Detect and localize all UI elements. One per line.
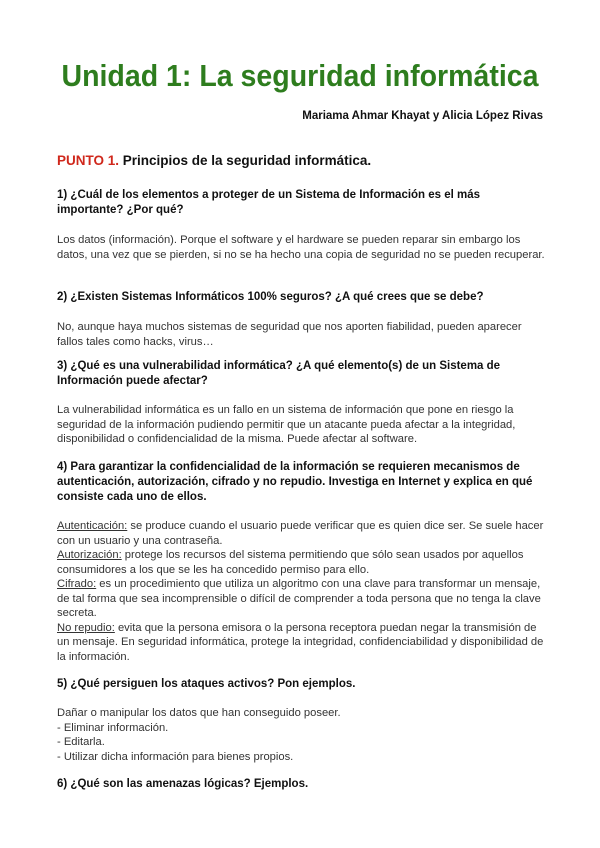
answer-1: Los datos (información). Porque el software y el hardware se pueden reparar sin embargo los datos, una vez que se pierden, si no se ha hecho una copia de seguridad no se pueden recuperar. <box>57 234 545 261</box>
question-block-6 <box>57 777 545 792</box>
document-title: Unidad 1: La seguridad informática <box>61 58 539 93</box>
definition-autorizacion <box>57 548 545 577</box>
question-2: 2) ¿Existen Sistemas Informáticos 100% seguros? ¿A qué crees que se debe? <box>57 291 484 303</box>
question-block-1 <box>57 188 545 262</box>
definition-text: se produce cuando el usuario puede verificar que es quien dice ser. Se suele hacer con un usuario y una contraseña. <box>57 520 544 547</box>
question-5: 5) ¿Qué persiguen los ataques activos? Pon ejemplos. <box>57 678 356 690</box>
answer-line: - Utilizar dicha información para bienes propios. <box>57 750 294 763</box>
answer-3: La vulnerabilidad informática es un fallo en un sistema de información que pone en riesgo la seguridad de la información pudiendo permitir que un atacante pueda afectar a la integridad, disponibilidad o confidencialidad de la misma. Puede afectar al software. <box>57 404 516 445</box>
authors-line: Mariama Ahmar Khayat y Alicia López Rivas <box>302 110 543 122</box>
answer-5 <box>57 706 545 764</box>
question-block-3 <box>57 359 545 447</box>
definition-text: es un procedimiento que utiliza un algoritmo con una clave para transformar un mensaje, de tal forma que sea incomprensible o difícil de comprender a toda persona que no tenga la clave secreta. <box>57 578 541 619</box>
answer-line: - Eliminar información. <box>57 721 169 734</box>
question-6: 6) ¿Qué son las amenazas lógicas? Ejemplos. <box>57 778 309 790</box>
term-no-repudio: No repudio: <box>57 621 115 634</box>
term-cifrado: Cifrado: <box>57 578 97 590</box>
section-heading <box>57 153 371 168</box>
term-autorizacion: Autorización: <box>57 549 122 561</box>
definition-cifrado <box>57 577 545 621</box>
definition-text: evita que la persona emisora o la persona receptora puedan negar la transmisión de un mensaje. En seguridad informática, protege la integridad, confidenciabilidad y disponibilidad de la información. <box>57 621 544 663</box>
question-block-4 <box>57 460 545 664</box>
answer-line: - Editarla. <box>57 736 105 748</box>
answer-4 <box>57 519 545 664</box>
definition-no-repudio <box>57 621 545 665</box>
answer-2: No, aunque haya muchos sistemas de seguridad que nos aporten fiabilidad, pueden aparecer fallos tales como hacks, virus… <box>57 321 522 348</box>
section-title: Principios de la seguridad informática. <box>122 153 372 168</box>
term-autenticacion: Autenticación: <box>57 520 128 532</box>
question-3: 3) ¿Qué es una vulnerabilidad informática? ¿A qué elemento(s) de un Sistema de Información puede afectar? <box>57 360 501 387</box>
question-1: 1) ¿Cuál de los elementos a proteger de un Sistema de Información es el más importante? ¿Por qué? <box>57 189 481 216</box>
section-label: PUNTO 1. <box>57 153 120 168</box>
definition-text: protege los recursos del sistema permitiendo que sólo sean usados por aquellos consumidores a los que se les ha concedido permiso para ello. <box>57 549 524 576</box>
answer-line: Dañar o manipular los datos que han conseguido poseer. <box>57 707 341 719</box>
question-block-2 <box>57 290 545 349</box>
question-4: 4) Para garantizar la confidencialidad de la información se requieren mecanismos de autenticación, autorización, cifrado y no repudio. Investiga en Internet y explica en qué consiste cada uno de ellos. <box>57 461 533 503</box>
question-block-5 <box>57 677 545 764</box>
definition-autenticacion <box>57 519 545 548</box>
